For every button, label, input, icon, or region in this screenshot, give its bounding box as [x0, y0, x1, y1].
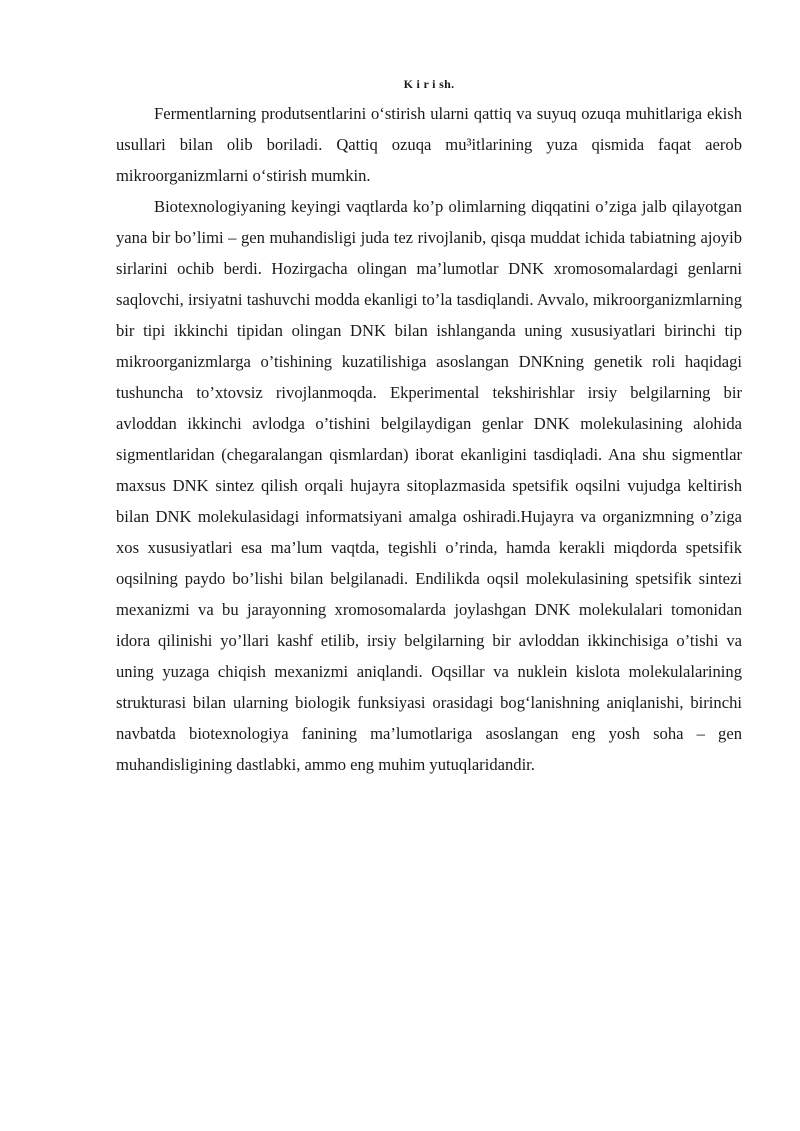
document-body — [116, 74, 742, 780]
section-title: K i r i sh. — [403, 77, 455, 91]
paragraph-1: Fermentlarning produtsentlarini o‘stirish ularni qattiq va suyuq ozuqa muhitlariga ekish usullari bilan olib boriladi. Qattiq ozuqa mu³itlarining yuza qismida faqat aerob mikroorganizmlarni o‘stirish mumkin. — [116, 104, 742, 185]
paragraph-2: Biotexnologiyaning keyingi vaqtlarda ko’p olimlarning diqqatini o’ziga jalb qilayotgan yana bir bo’limi – gen muhandisligi juda tez rivojlanib, qisqa muddat ichida tabiatning ajoyib sirlarini ochib berdi. Hozirgacha olingan ma’lumotlar DNK xromosomalardagi genlarni saqlovchi, irsiyatni tashuvchi modda ekanligi to’la tasdiqlandi. Avvalo, mikroorganizmlarning bir tipi ikkinchi tipidan olingan DNK bilan ishlanganda uning xususiyatlari birinchi tip mikroorganizmlarga o’tishining kuzatilishiga asoslangan DNKning genetik roli haqidagi tushuncha to’xtovsiz rivojlanmoqda. Ekperimental tekshirishlar irsiy belgilarning bir avloddan ikkinchi avlodga o’tishini belgilaydigan genlar DNK molekulasining alohida sigmentlaridan (chegaralangan qismlardan) iborat ekanligini tasdiqladi. Ana shu sigmentlar maxsus DNK sintez qilish orqali hujayra sitoplazmasida spetsifik oqsilni vujudga keltirish bilan DNK molekulasidagi informatsiyani amalga oshiradi.Hujayra va organizmning o’ziga xos xususiyatlari esa ma’lum vaqtda, tegishli o’rinda, hamda kerakli miqdorda spetsifik oqsilning paydo bo’lishi bilan belgilanadi. Endilikda oqsil molekulasining spetsifik sintezi mexanizmi va bu jarayonning xromosomalarda joylashgan DNK molekulalari tomonidan idora qilinishi yo’llari kashf etilib, irsiy belgilarning bir avloddan ikkinchisiga o’tishi va uning yuzaga chiqish mexanizmi aniqlandi. Oqsillar va nuklein kislota molekulalarining strukturasi bilan ularning biologik funksiyasi orasidagi bog‘lanishning aniqlanishi, birinchi navbatda biotexnologiya fanining ma’lumotlariga asoslangan eng yosh soha – gen muhandisligining dastlabki, ammo eng muhim yutuqlaridandir. — [116, 197, 742, 774]
